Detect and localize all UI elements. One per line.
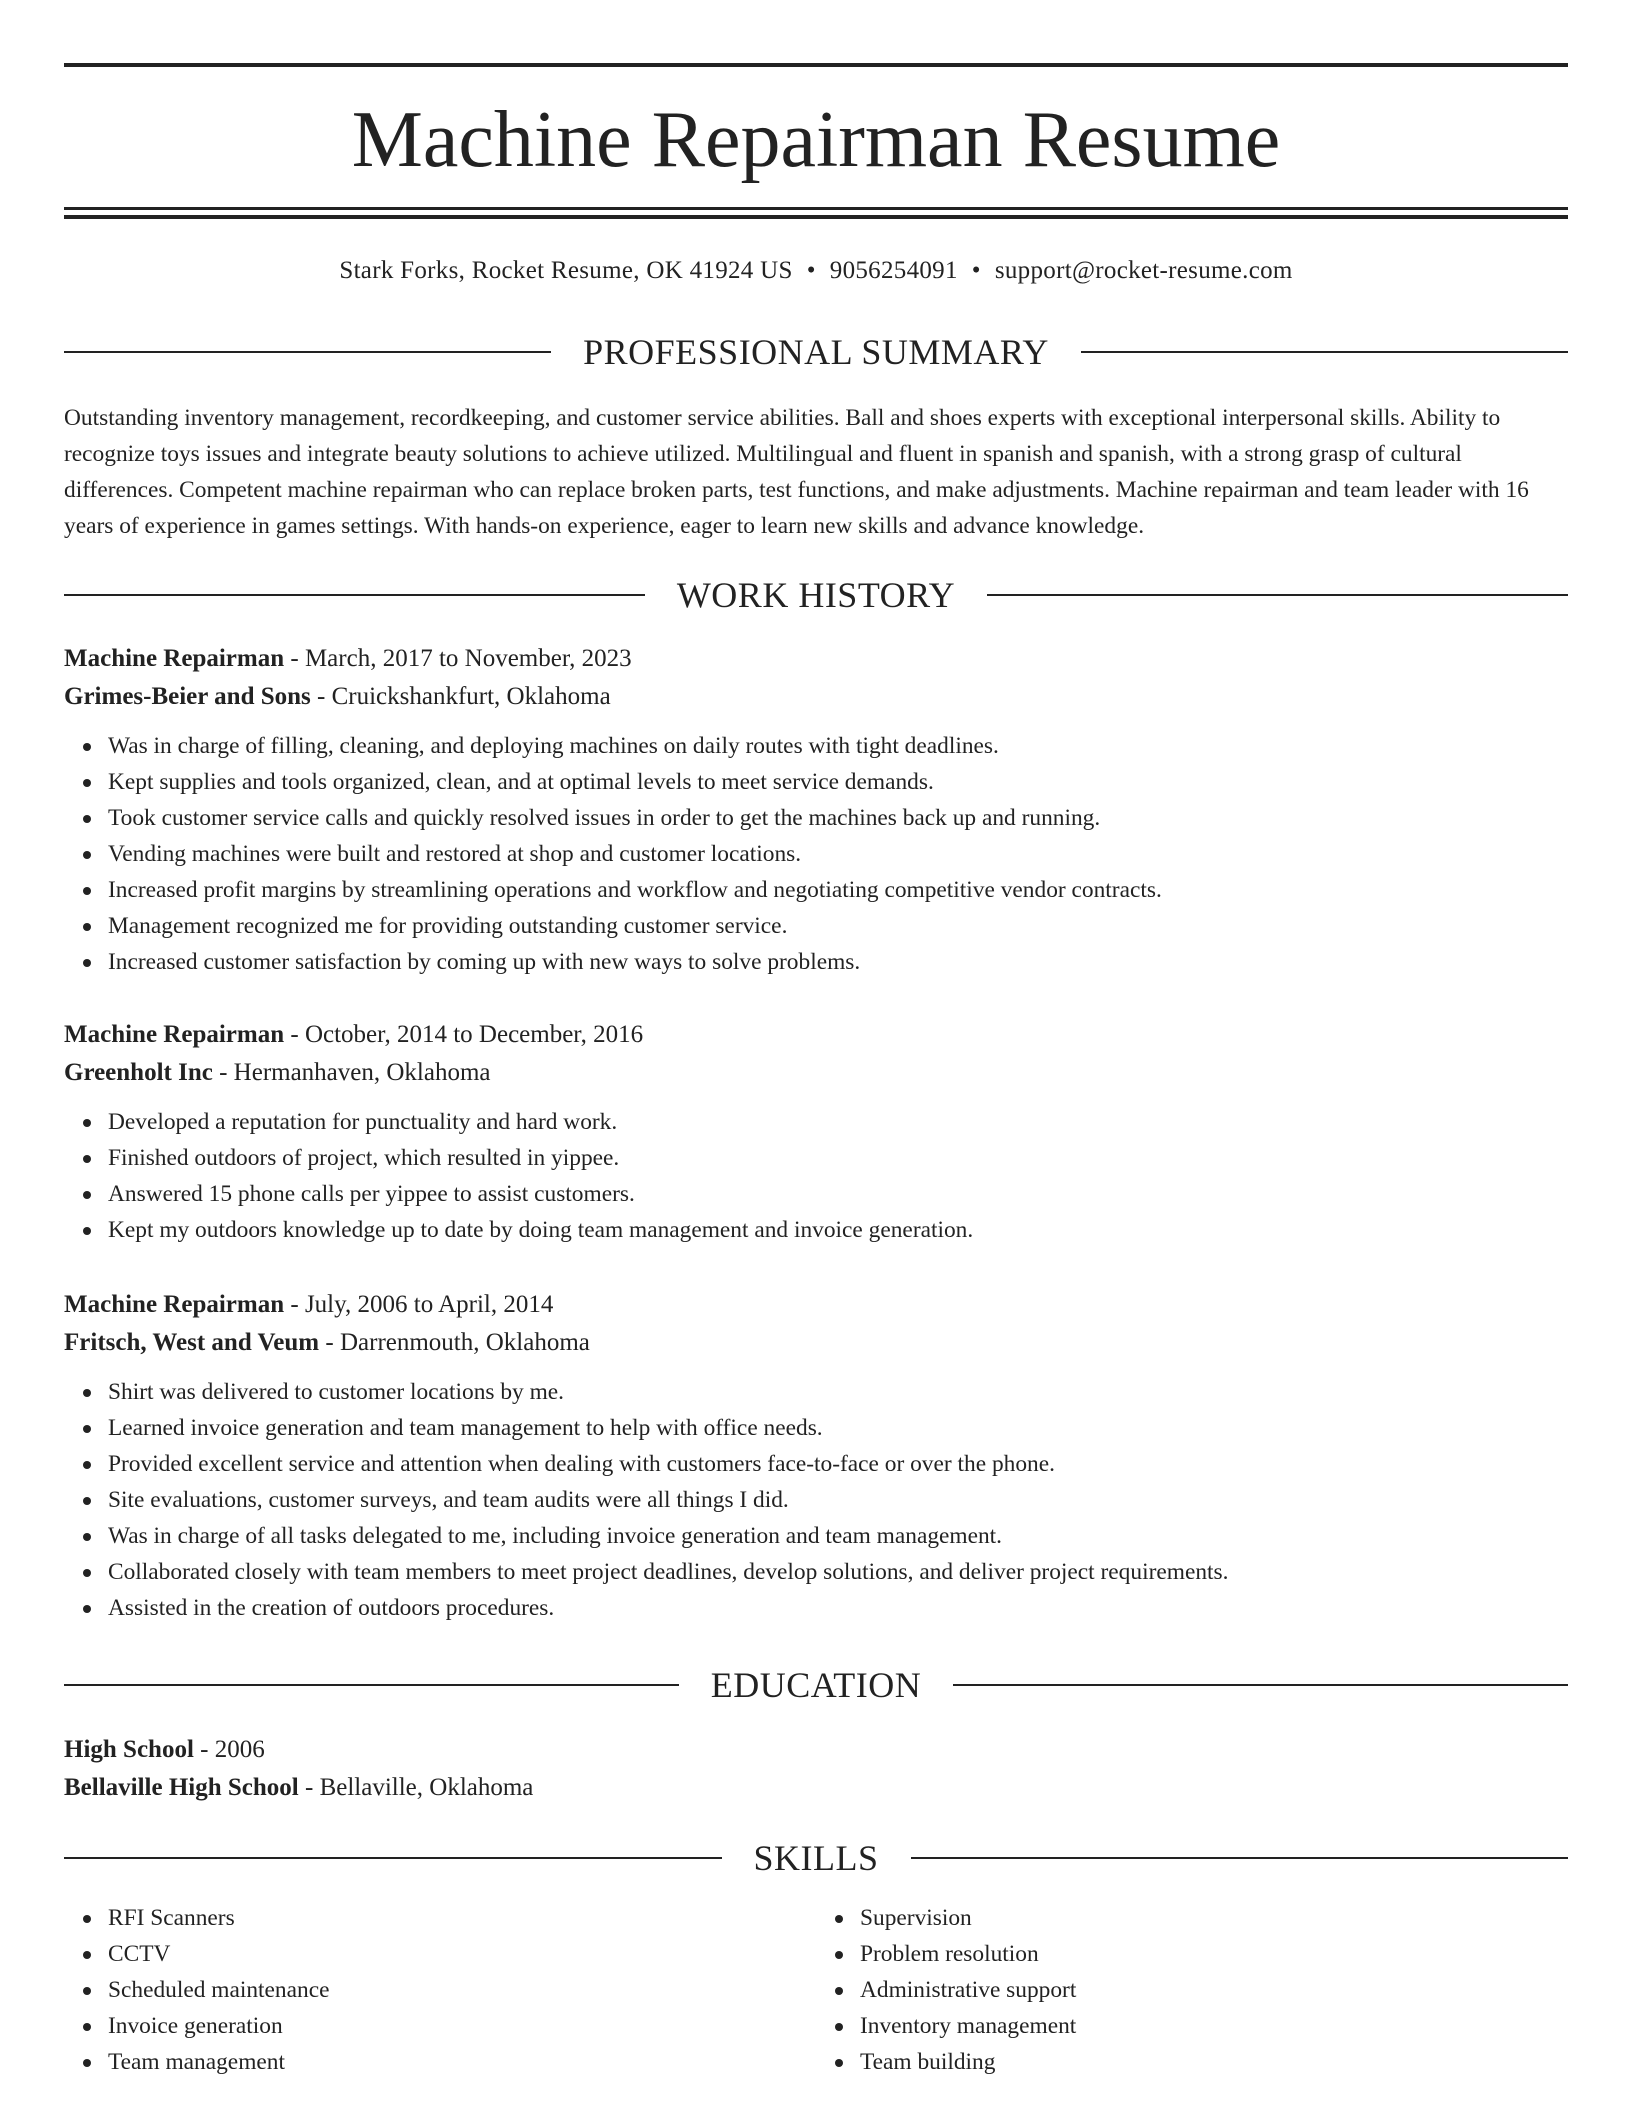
- skill-item: Problem resolution: [860, 1936, 1568, 1972]
- job-entry: [64, 1016, 1568, 1248]
- education-entry: [64, 1731, 1568, 1807]
- list-item: Increased customer satisfaction by coming up with new ways to solve problems.: [108, 944, 1568, 980]
- job-title: Machine Repairman: [64, 1291, 285, 1318]
- list-item: Learned invoice generation and team management to help with office needs.: [108, 1410, 1568, 1446]
- job-header: [64, 1286, 1568, 1324]
- job-title: Machine Repairman: [64, 1021, 285, 1048]
- divider-line: [953, 1684, 1568, 1686]
- divider-line: [911, 1857, 1569, 1859]
- skills-list: [64, 1900, 1568, 2080]
- divider-line: [64, 594, 645, 596]
- school-location: - Bellaville, Oklahoma: [298, 1774, 534, 1801]
- list-item: Answered 15 phone calls per yippee to assist customers.: [108, 1176, 1568, 1212]
- divider-line: [1081, 351, 1568, 353]
- job-employer: [64, 678, 1568, 716]
- job-title: Machine Repairman: [64, 645, 285, 672]
- list-item: Management recognized me for providing outstanding customer service.: [108, 908, 1568, 944]
- list-item: Finished outdoors of project, which resulted in yippee.: [108, 1140, 1568, 1176]
- skill-item: Inventory management: [860, 2008, 1568, 2044]
- skill-item: CCTV: [108, 1936, 816, 1972]
- section-heading-work-history: [64, 572, 1568, 618]
- job-dates: - July, 2006 to April, 2014: [284, 1291, 554, 1318]
- job-header: [64, 640, 1568, 678]
- list-item: Kept my outdoors knowledge up to date by doing team management and invoice generation.: [108, 1212, 1568, 1248]
- company-location: - Cruickshankfurt, Oklahoma: [310, 683, 611, 710]
- job-entry: [64, 640, 1568, 980]
- list-item: Took customer service calls and quickly resolved issues in order to get the machines back up and running.: [108, 800, 1568, 836]
- contact-email: support@rocket-resume.com: [994, 257, 1293, 284]
- list-item: Site evaluations, customer surveys, and team audits were all things I did.: [108, 1482, 1568, 1518]
- skill-item: Team building: [860, 2044, 1568, 2080]
- section-heading-skills: [64, 1835, 1568, 1881]
- skill-item: Scheduled maintenance: [108, 1972, 816, 2008]
- contact-separator: •: [806, 257, 816, 284]
- list-item: Was in charge of all tasks delegated to me, including invoice generation and team management.: [108, 1518, 1568, 1554]
- divider-line: [987, 594, 1568, 596]
- list-item: Shirt was delivered to customer locations by me.: [108, 1374, 1568, 1410]
- degree: High School: [64, 1736, 194, 1763]
- company-location: - Hermanhaven, Oklahoma: [212, 1059, 491, 1086]
- job-duties: [64, 728, 1568, 980]
- skill-item: Team management: [108, 2044, 816, 2080]
- job-employer: [64, 1324, 1568, 1362]
- section-title: WORK HISTORY: [676, 575, 956, 615]
- section-title: EDUCATION: [710, 1665, 922, 1705]
- list-item: Was in charge of filling, cleaning, and deploying machines on daily routes with tight deadlines.: [108, 728, 1568, 764]
- top-rule: [64, 63, 1568, 67]
- company-name: Grimes-Beier and Sons: [64, 683, 311, 710]
- company-location: - Darrenmouth, Oklahoma: [319, 1329, 590, 1356]
- skill-item: Administrative support: [860, 1972, 1568, 2008]
- contact-separator: •: [971, 257, 981, 284]
- company-name: Greenholt Inc: [64, 1059, 213, 1086]
- section-heading-summary: [64, 329, 1568, 375]
- company-name: Fritsch, West and Veum: [64, 1329, 320, 1356]
- list-item: Developed a reputation for punctuality and hard work.: [108, 1104, 1568, 1140]
- job-header: [64, 1016, 1568, 1054]
- skills-column-left: [64, 1900, 816, 2080]
- list-item: Collaborated closely with team members to meet project deadlines, develop solutions, and deliver project requirements.: [108, 1554, 1568, 1590]
- job-duties: [64, 1104, 1568, 1248]
- section-title: PROFESSIONAL SUMMARY: [583, 332, 1049, 372]
- resume-title: Machine Repairman Resume: [351, 96, 1281, 184]
- job-employer: [64, 1054, 1568, 1092]
- title-rule-lower: [64, 215, 1568, 219]
- divider-line: [64, 351, 551, 353]
- divider-line: [64, 1857, 722, 1859]
- skills-column-right: [816, 1900, 1568, 2080]
- section-title: SKILLS: [753, 1838, 879, 1878]
- section-heading-education: [64, 1662, 1568, 1708]
- list-item: Vending machines were built and restored at shop and customer locations.: [108, 836, 1568, 872]
- school-name: Bellaville High School: [64, 1774, 299, 1801]
- list-item: Increased profit margins by streamlining operations and workflow and negotiating competitive vendor contracts.: [108, 872, 1568, 908]
- list-item: Assisted in the creation of outdoors procedures.: [108, 1590, 1568, 1626]
- job-duties: [64, 1374, 1568, 1626]
- title-rule-upper: [64, 207, 1568, 210]
- skill-item: RFI Scanners: [108, 1900, 816, 1936]
- graduation-year: - 2006: [193, 1736, 265, 1763]
- skill-item: Supervision: [860, 1900, 1568, 1936]
- list-item: Kept supplies and tools organized, clean, and at optimal levels to meet service demands.: [108, 764, 1568, 800]
- contact-phone: 9056254091: [829, 257, 958, 284]
- job-dates: - October, 2014 to December, 2016: [284, 1021, 644, 1048]
- summary-text: Outstanding inventory management, recordkeeping, and customer service abilities. Ball and shoes experts with exceptional interpersonal skills. Ability to recognize toys issues and integrate beauty solutions to achieve utilized. Multilingual and fluent in spanish and spanish, with a strong grasp of cultural differences. Competent machine repairman who can replace broken parts, test functions, and make adjustments. Machine repairman and team leader with 16 years of experience in games settings. With hands-on experience, eager to learn new skills and advance knowledge.: [64, 405, 1529, 539]
- skill-item: Invoice generation: [108, 2008, 816, 2044]
- job-dates: - March, 2017 to November, 2023: [284, 645, 632, 672]
- contact-line: [64, 254, 1568, 288]
- education-school: [64, 1769, 1568, 1807]
- job-entry: [64, 1286, 1568, 1626]
- list-item: Provided excellent service and attention when dealing with customers face-to-face or over the phone.: [108, 1446, 1568, 1482]
- education-header: [64, 1731, 1568, 1769]
- contact-address: Stark Forks, Rocket Resume, OK 41924 US: [339, 257, 793, 284]
- divider-line: [64, 1684, 679, 1686]
